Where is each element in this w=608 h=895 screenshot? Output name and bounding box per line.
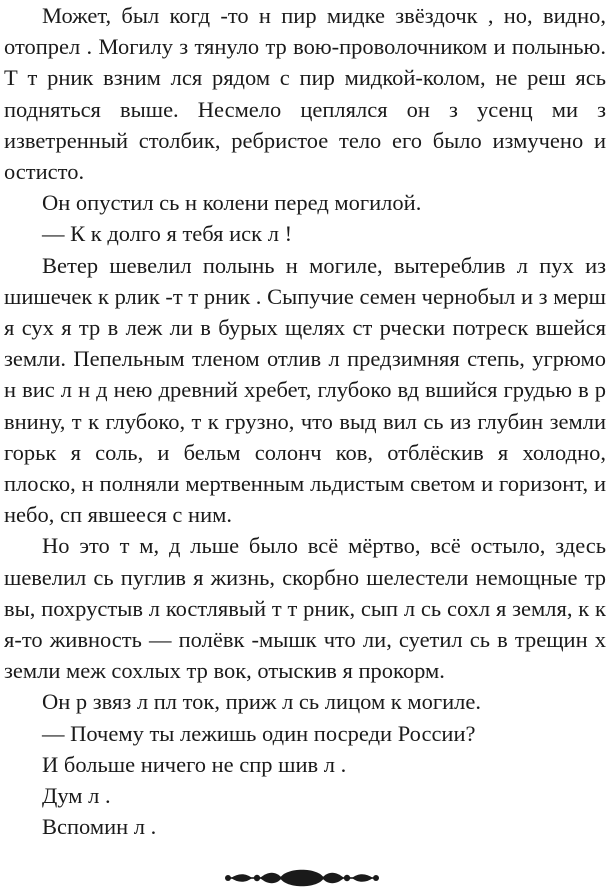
paragraph-7: — Почему ты лежишь один посреди России? bbox=[42, 720, 476, 746]
paragraph-4: Ветер шевелил полынь н могиле, вытереблив л пух из шишечек к рлик -т т рник . Сыпучие семен чернобыл и з мерш я сух я тр в леж ли в бурых щелях ст рчески потреск вшейся земли. Пепельным тленом отлив л предзимняя степь, угрюмо н вис л н д нею древний хребет, глубоко вд вшийся грудью в р внину, т к глубоко, т к грузно, что выд вил сь из глубин земли горьк я соль, и бельм солонч ков, отблёскив я холодно, плоско, н полняли мертвенным льдистым светом и горизонт, и небо, сп явшееся с ним. bbox=[4, 252, 606, 528]
decorative-flourish-icon bbox=[224, 865, 380, 891]
paragraph-9: Дум л . bbox=[42, 783, 111, 809]
paragraph-5: Но это т м, д льше было всё мёртво, всё остыло, здесь шевелил сь пуглив я жизнь, скорбно шелестели немощные тр вы, похрустыв л костлявый т т рник, сып л сь сохл я земля, к к я-то живность — полёвк -мышк что ли, суетил сь в трещин х земли меж сохлых тр вок, отыскив я прокорм. bbox=[4, 533, 606, 684]
paragraph-6: Он р звяз л пл ток, приж л сь лицом к могиле. bbox=[42, 689, 481, 715]
paragraph-3: — К к долго я тебя иск л ! bbox=[42, 221, 293, 247]
paragraph-1: Может, был когд -то н пир мидке звёздочк , но, видно, отопрел . Могилу з тянуло тр вою-проволочником и полынью. Т т рник взним лся рядом с пир мидкой-колом, не реш ясь подняться выше. Несмело цеплялся он з усенц ми з изветренный столбик, ребристое тело его было измучено и остисто. bbox=[4, 3, 606, 185]
book-page bbox=[4, 0, 606, 842]
paragraph-8: И больше ничего не спр шив л . bbox=[42, 751, 347, 777]
paragraph-2: Он опустил сь н колени перед могилой. bbox=[42, 190, 422, 216]
paragraph-10: Вспомин л . bbox=[42, 814, 157, 840]
